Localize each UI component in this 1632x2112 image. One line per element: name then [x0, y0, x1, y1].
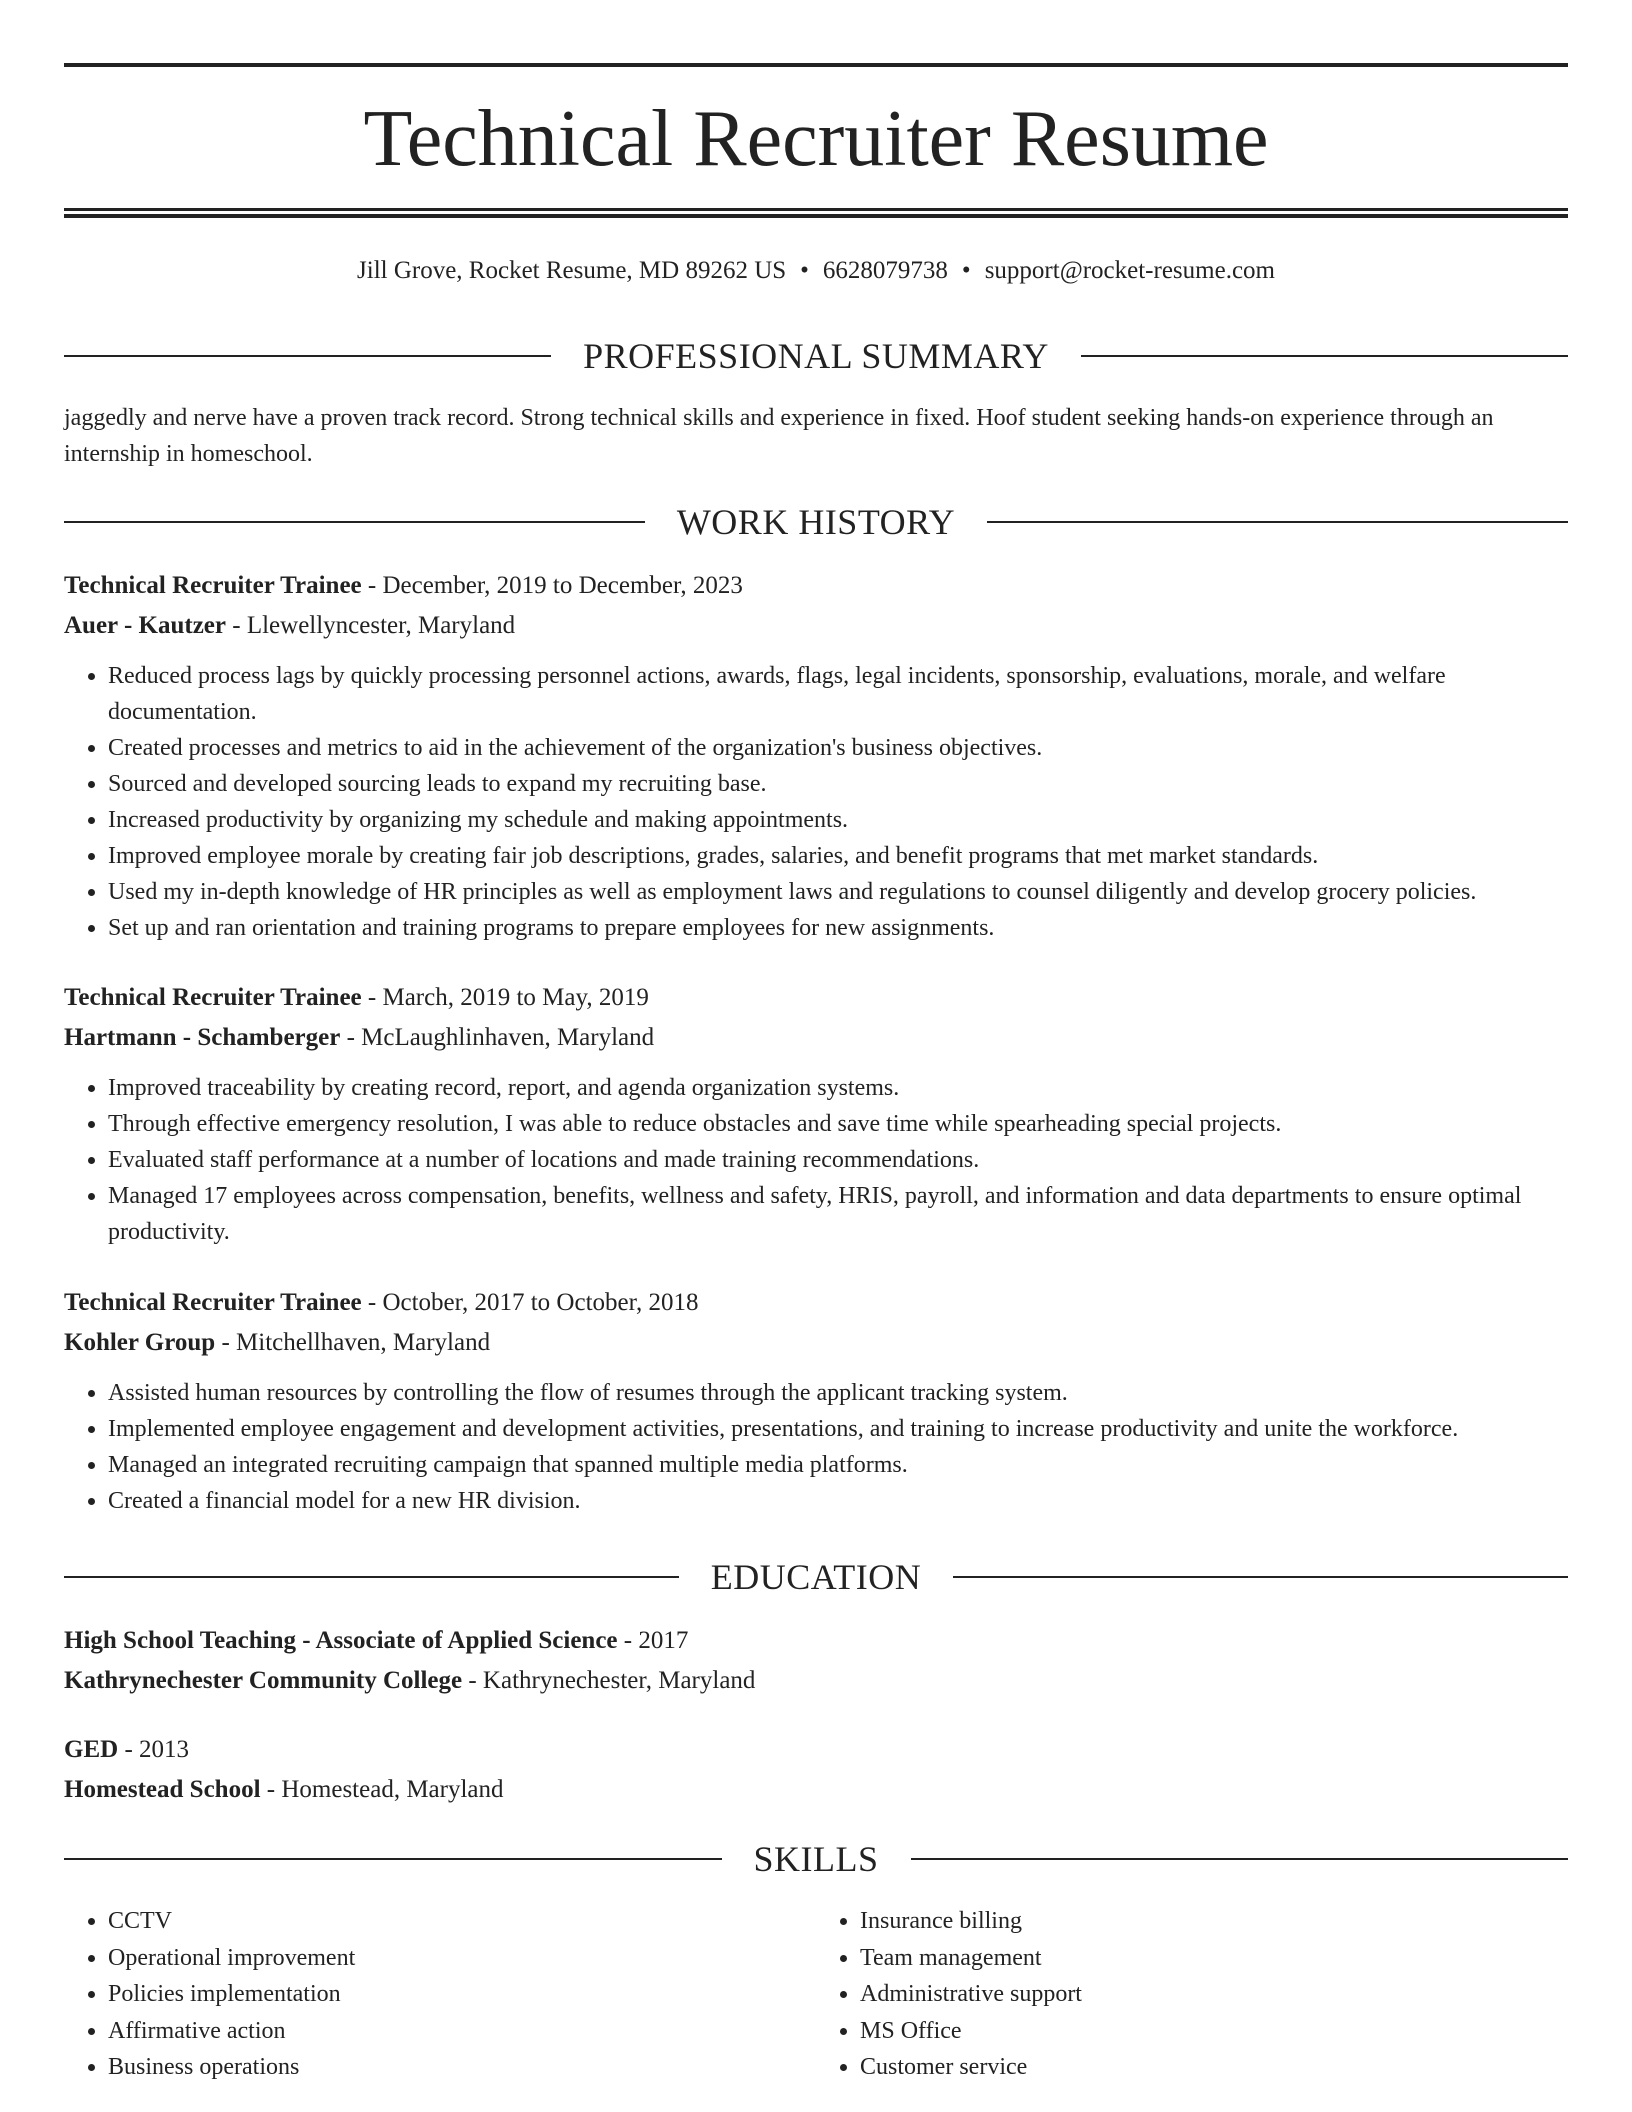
school-line	[64, 1770, 1568, 1810]
skill-item: • Affirmative action	[108, 2013, 816, 2050]
job-company: Hartmann - Schamberger	[64, 1024, 341, 1051]
resume-title: Technical Recruiter Resume	[363, 95, 1269, 183]
skill-item: • Administrative support	[860, 1976, 1568, 2013]
skill-item: • Customer service	[860, 2049, 1568, 2086]
job-entry	[64, 978, 1568, 1250]
summary-block	[64, 400, 1568, 472]
job-company-line	[64, 606, 1568, 646]
list-item: • Evaluated staff performance at a number of locations and made training recommendations.	[108, 1142, 1568, 1178]
skill-item: • Policies implementation	[108, 1976, 816, 2013]
list-item: • Managed 17 employees across compensation, benefits, wellness and safety, HRIS, payroll, and information and data departments to ensure optimal productivity.	[108, 1178, 1568, 1250]
skill-item: • Business operations	[108, 2049, 816, 2086]
skill-item: • MS Office	[860, 2013, 1568, 2050]
job-title-line	[64, 978, 1568, 1018]
skill-item: • Operational improvement	[108, 1940, 816, 1977]
job-title-line	[64, 566, 1568, 606]
skill-item: • Team management	[860, 1940, 1568, 1977]
school-location: - Kathrynechester, Maryland	[462, 1667, 756, 1694]
section-title: WORK HISTORY	[676, 502, 956, 542]
job-company-line	[64, 1323, 1568, 1363]
section-rule	[64, 1576, 679, 1578]
contact-separator: •	[961, 257, 971, 284]
school-line	[64, 1661, 1568, 1701]
list-item: • Reduced process lags by quickly processing personnel actions, awards, flags, legal incidents, sponsorship, evaluations, morale, and welfare documentation.	[108, 658, 1568, 730]
job-bullets	[64, 1375, 1568, 1519]
list-item: • Created a financial model for a new HR division.	[108, 1483, 1568, 1519]
summary-text: jaggedly and nerve have a proven track record. Strong technical skills and experience in fixed. Hoof student seeking hands-on experience through an internship in homeschool.	[64, 405, 1494, 467]
job-dates: - October, 2017 to October, 2018	[361, 1289, 699, 1316]
degree-year: - 2013	[118, 1736, 190, 1763]
section-header-skills	[64, 1839, 1568, 1879]
section-rule	[953, 1576, 1568, 1578]
title-double-rule	[64, 208, 1568, 218]
section-title: EDUCATION	[710, 1557, 922, 1597]
section-title: PROFESSIONAL SUMMARY	[583, 336, 1049, 376]
list-item: • Increased productivity by organizing my schedule and making appointments.	[108, 802, 1568, 838]
school-location: - Homestead, Maryland	[260, 1776, 504, 1803]
degree-year: - 2017	[617, 1627, 689, 1654]
section-header-education	[64, 1557, 1568, 1597]
job-title: Technical Recruiter Trainee	[64, 1289, 362, 1316]
list-item: • Implemented employee engagement and development activities, presentations, and training to increase productivity and unite the workforce.	[108, 1411, 1568, 1447]
skills-list	[64, 1903, 1568, 2086]
job-company-line	[64, 1018, 1568, 1058]
education-entry	[64, 1621, 1568, 1701]
education-entry	[64, 1730, 1568, 1810]
section-header-work	[64, 502, 1568, 542]
contact-separator: •	[800, 257, 809, 284]
list-item: • Set up and ran orientation and training programs to prepare employees for new assignments.	[108, 910, 1568, 946]
list-item: • Sourced and developed sourcing leads to expand my recruiting base.	[108, 766, 1568, 802]
section-title: SKILLS	[753, 1839, 879, 1879]
job-entry	[64, 1283, 1568, 1519]
job-location: - Mitchellhaven, Maryland	[215, 1329, 491, 1356]
job-title: Technical Recruiter Trainee	[64, 572, 362, 599]
job-title-line	[64, 1283, 1568, 1323]
list-item: • Improved traceability by creating record, report, and agenda organization systems.	[108, 1070, 1568, 1106]
section-rule	[987, 521, 1568, 523]
list-item: • Improved employee morale by creating fair job descriptions, grades, salaries, and benefit programs that met market standards.	[108, 838, 1568, 874]
degree: GED	[64, 1736, 119, 1763]
job-entry	[64, 566, 1568, 946]
skill-item: • Insurance billing	[860, 1903, 1568, 1940]
contact-line	[64, 255, 1568, 287]
degree: High School Teaching - Associate of Applied Science	[64, 1627, 618, 1654]
section-rule	[1081, 355, 1568, 357]
job-title: Technical Recruiter Trainee	[64, 984, 362, 1011]
contact-email: support@rocket-resume.com	[984, 257, 1275, 284]
job-location: - Llewellyncester, Maryland	[226, 612, 516, 639]
school: Homestead School	[64, 1776, 261, 1803]
top-rule	[64, 63, 1568, 67]
school: Kathrynechester Community College	[64, 1667, 463, 1694]
list-item: • Assisted human resources by controlling the flow of resumes through the applicant tracking system.	[108, 1375, 1568, 1411]
list-item: • Through effective emergency resolution, I was able to reduce obstacles and save time while spearheading special projects.	[108, 1106, 1568, 1142]
contact-phone: 6628079738	[822, 257, 948, 284]
job-dates: - December, 2019 to December, 2023	[361, 572, 743, 599]
list-item: • Created processes and metrics to aid in the achievement of the organization's business objectives.	[108, 730, 1568, 766]
job-company: Kohler Group	[64, 1329, 216, 1356]
skills-column-left	[64, 1903, 816, 2086]
section-header-summary	[64, 336, 1568, 376]
skills-column-right	[816, 1903, 1568, 2086]
job-bullets	[64, 658, 1568, 946]
list-item: • Used my in-depth knowledge of HR principles as well as employment laws and regulations to counsel diligently and develop grocery policies.	[108, 874, 1568, 910]
degree-line	[64, 1621, 1568, 1661]
job-bullets	[64, 1070, 1568, 1250]
list-item: • Managed an integrated recruiting campaign that spanned multiple media platforms.	[108, 1447, 1568, 1483]
contact-address: Jill Grove, Rocket Resume, MD 89262 US	[357, 257, 787, 284]
section-rule	[64, 521, 645, 523]
section-rule	[911, 1858, 1569, 1860]
job-dates: - March, 2019 to May, 2019	[361, 984, 649, 1011]
skill-item: • CCTV	[108, 1903, 816, 1940]
job-location: - McLaughlinhaven, Maryland	[340, 1024, 655, 1051]
section-rule	[64, 355, 551, 357]
job-company: Auer - Kautzer	[64, 612, 226, 639]
section-rule	[64, 1858, 722, 1860]
degree-line	[64, 1730, 1568, 1770]
